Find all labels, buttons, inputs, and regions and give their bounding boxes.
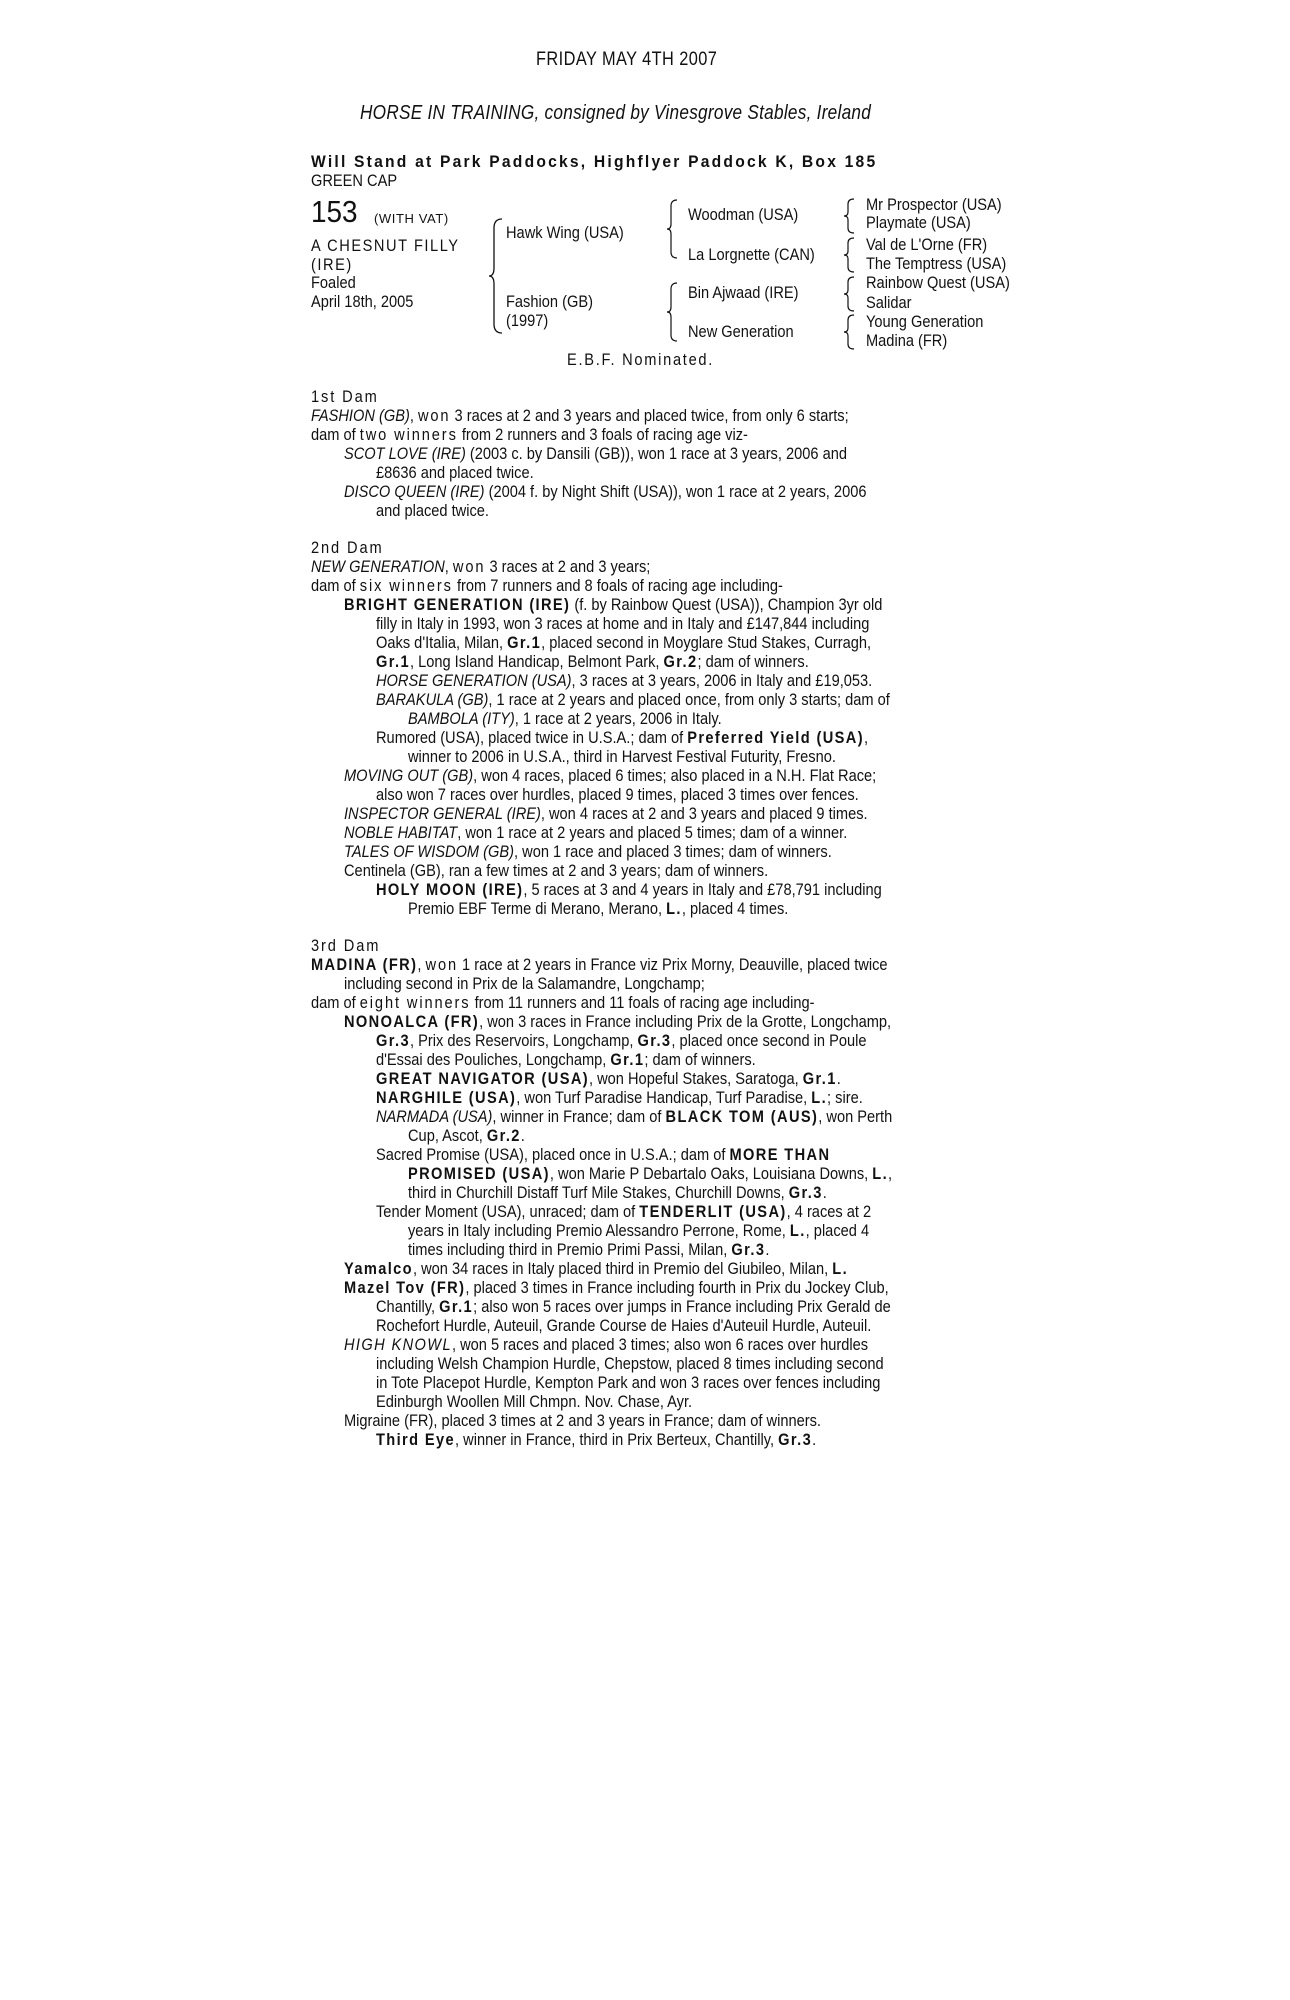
lot-description: A CHESNUT FILLY [311,236,460,255]
third-dam-line: Cup, Ascot, Gr.2. [408,1126,525,1145]
stand-location: Will Stand at Park Paddocks, Highflyer Paddock K, Box 185 [311,152,878,171]
ebf-nominated: E.B.F. Nominated. [567,350,715,369]
second-dam-line: also won 7 races over hurdles, placed 9 times, placed 3 times over fences. [376,785,859,804]
pedigree-g8: Madina (FR) [866,331,948,350]
second-dam-line: Gr.1, Long Island Handicap, Belmont Park, Gr.2; dam of winners. [376,652,809,671]
second-dam-line: winner to 2006 in U.S.A., third in Harvest Festival Futurity, Fresno. [408,747,836,766]
third-dam-line: Chantilly, Gr.1; also won 5 races over jumps in France including Prix Gerald de [376,1297,891,1316]
third-dam-line: Tender Moment (USA), unraced; dam of TENDERLIT (USA), 4 races at 2 [376,1202,872,1221]
pedigree-g2: Playmate (USA) [866,213,971,232]
third-dam-line: Third Eye, winner in France, third in Prix Berteux, Chantilly, Gr.3. [376,1430,817,1449]
second-dam-line: Rumored (USA), placed twice in U.S.A.; dam of Preferred Yield (USA), [376,728,869,747]
pedigree-dam: Fashion (GB) [506,292,593,311]
third-dam-line: NARMADA (USA), winner in France; dam of BLACK TOM (AUS), won Perth [376,1107,893,1126]
third-dam-line: HIGH KNOWL, won 5 races and placed 3 times; also won 6 races over hurdles [344,1335,869,1354]
second-dam-line: filly in Italy in 1993, won 3 races at home and in Italy and £147,844 including [376,614,870,633]
third-dam-line: Sacred Promise (USA), placed once in U.S.A.; dam of MORE THAN [376,1145,831,1164]
third-dam-line: in Tote Placepot Hurdle, Kempton Park and won 3 races over fences including [376,1373,881,1392]
third-dam-line: including Welsh Champion Hurdle, Chepstow, placed 8 times including second [376,1354,884,1373]
first-dam-line: £8636 and placed twice. [376,463,534,482]
third-dam-line: third in Churchill Distaff Turf Mile Stakes, Churchill Downs, Gr.3. [408,1183,827,1202]
third-dam-line: d'Essai des Pouliches, Longchamp, Gr.1; dam of winners. [376,1050,756,1069]
third-dam-line: PROMISED (USA), won Marie P Debartalo Oaks, Louisiana Downs, L., [408,1164,893,1183]
foaled-label: Foaled [311,273,356,292]
pedigree-dam-dam: New Generation [688,322,794,341]
third-dam-line: NARGHILE (USA), won Turf Paradise Handicap, Turf Paradise, L.; sire. [376,1088,863,1107]
pedigree-brace-g4 [843,314,855,350]
lot-number: 153 [311,194,358,229]
third-dam-line: Yamalco, won 34 races in Italy placed third in Premio del Giubileo, Milan, L. [344,1259,849,1278]
pedigree-sire-dam: La Lorgnette (CAN) [688,245,815,264]
pedigree-g3: Val de L'Orne (FR) [866,235,988,254]
pedigree-sire: Hawk Wing (USA) [506,223,624,242]
third-dam-line: Edinburgh Woollen Mill Chmpn. Nov. Chase, Ayr. [376,1392,693,1411]
second-dam-line: BAMBOLA (ITY), 1 race at 2 years, 2006 in Italy. [408,709,722,728]
third-dam-line: times including third in Premio Primi Passi, Milan, Gr.3. [408,1240,770,1259]
third-dam-line: GREAT NAVIGATOR (USA), won Hopeful Stakes, Saratoga, Gr.1. [376,1069,841,1088]
second-dam-line: dam of six winners from 7 runners and 8 foals of racing age including- [311,576,783,595]
second-dam-line: INSPECTOR GENERAL (IRE), won 4 races at 2 and 3 years and placed 9 times. [344,804,868,823]
third-dam-line: including second in Prix de la Salamandre, Longchamp; [344,974,705,993]
second-dam-line: Oaks d'Italia, Milan, Gr.1, placed second in Moyglare Stud Stakes, Curragh, [376,633,872,652]
vat-note: (WITH VAT) [374,211,449,226]
pedigree-g5: Rainbow Quest (USA) [866,273,1010,292]
first-dam-heading: 1st Dam [311,387,379,406]
pedigree-brace-sire [666,199,678,259]
second-dam-line: NOBLE HABITAT, won 1 race at 2 years and placed 5 times; dam of a winner. [344,823,848,842]
third-dam-line: dam of eight winners from 11 runners and 11 foals of racing age including- [311,993,815,1012]
second-dam-line: TALES OF WISDOM (GB), won 1 race and placed 3 times; dam of winners. [344,842,832,861]
pedigree-g1: Mr Prospector (USA) [866,195,1002,214]
third-dam-line: Migraine (FR), placed 3 times at 2 and 3 years in France; dam of winners. [344,1411,821,1430]
pedigree-brace-dam [666,282,678,342]
second-dam-line: BARAKULA (GB), 1 race at 2 years and placed once, from only 3 starts; dam of [376,690,890,709]
second-dam-line: NEW GENERATION, won 3 races at 2 and 3 years; [311,557,651,576]
pedigree-sire-sire: Woodman (USA) [688,205,799,224]
second-dam-heading: 2nd Dam [311,538,384,557]
third-dam-line: MADINA (FR), won 1 race at 2 years in France viz Prix Morny, Deauville, placed twice [311,955,888,974]
third-dam-line: NONOALCA (FR), won 3 races in France including Prix de la Grotte, Longchamp, [344,1012,892,1031]
foaled-date: April 18th, 2005 [311,292,414,311]
second-dam-line: HOLY MOON (IRE), 5 races at 3 and 4 years in Italy and £78,791 including [376,880,882,899]
pedigree-dam-year: (1997) [506,311,549,330]
pedigree-brace-g3 [843,276,855,312]
first-dam-line: dam of two winners from 2 runners and 3 foals of racing age viz- [311,425,748,444]
third-dam-line: Mazel Tov (FR), placed 3 times in France including fourth in Prix du Jockey Club, [344,1278,889,1297]
first-dam-line: and placed twice. [376,501,489,520]
first-dam-line: DISCO QUEEN (IRE) (2004 f. by Night Shift (USA)), won 1 race at 2 years, 2006 [344,482,867,501]
pedigree-brace-main [488,218,504,334]
pedigree-g4: The Temptress (USA) [866,254,1007,273]
first-dam-line: SCOT LOVE (IRE) (2003 c. by Dansili (GB)), won 1 race at 3 years, 2006 and [344,444,847,463]
third-dam-line: Rochefort Hurdle, Auteuil, Grande Course de Haies d'Auteuil Hurdle, Auteuil. [376,1316,872,1335]
third-dam-line: years in Italy including Premio Alessandro Perrone, Rome, L., placed 4 [408,1221,870,1240]
second-dam-line: BRIGHT GENERATION (IRE) (f. by Rainbow Quest (USA)), Champion 3yr old [344,595,883,614]
first-dam-line: FASHION (GB), won 3 races at 2 and 3 years and placed twice, from only 6 starts; [311,406,849,425]
pedigree-g6: Salidar [866,293,912,312]
second-dam-line: HORSE GENERATION (USA), 3 races at 3 years, 2006 in Italy and £19,053. [376,671,873,690]
third-dam-line: Gr.3, Prix des Reservoirs, Longchamp, Gr.3, placed once second in Poule [376,1031,867,1050]
consignment-line: HORSE IN TRAINING, consigned by Vinesgrove Stables, Ireland [360,102,872,124]
cap-colour: GREEN CAP [311,171,398,190]
second-dam-line: Premio EBF Terme di Merano, Merano, L., placed 4 times. [408,899,789,918]
pedigree-brace-g1 [843,198,855,234]
second-dam-line: Centinela (GB), ran a few times at 2 and 3 years; dam of winners. [344,861,769,880]
second-dam-line: MOVING OUT (GB), won 4 races, placed 6 times; also placed in a N.H. Flat Race; [344,766,877,785]
pedigree-dam-sire: Bin Ajwaad (IRE) [688,283,799,302]
pedigree-brace-g2 [843,237,855,273]
pedigree-g7: Young Generation [866,312,984,331]
third-dam-heading: 3rd Dam [311,936,381,955]
sale-date: FRIDAY MAY 4TH 2007 [536,49,718,70]
lot-description-2: (IRE) [311,255,353,274]
